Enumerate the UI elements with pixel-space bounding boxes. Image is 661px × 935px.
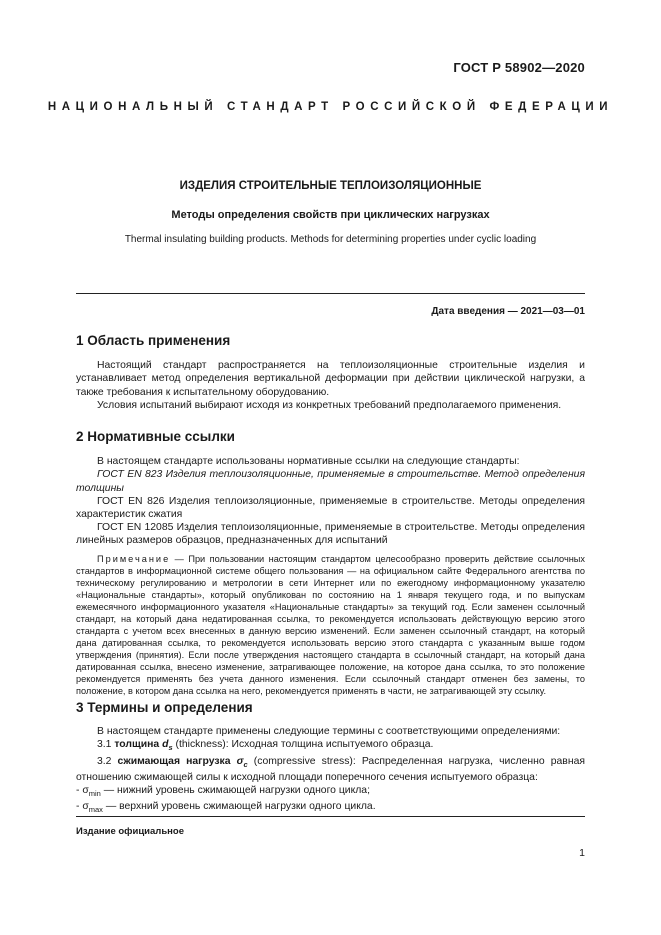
title-divider [76,293,585,294]
list-item [76,800,585,816]
list-item [76,784,585,800]
term-symbol: σ [236,755,244,767]
section-normative-references [76,429,585,697]
section-terms [76,700,585,817]
introduction-date: Дата введения — 2021—03—01 [431,306,585,317]
reference-item: ГОСТ EN 826 Изделия теплоизоляционные, применяемые в строительстве. Методы определения характеристик сжатия [76,495,585,520]
reference-item: ГОСТ EN 823 Изделия теплоизоляционные, применяемые в строительстве. Метод определения толщины [76,469,585,494]
list-item-subscript: max [88,805,103,815]
term-name: сжимающая нагрузка [117,755,231,767]
term-definition [76,755,585,784]
term-text: (thickness): Исходная толщина испытуемого образца. [172,739,434,751]
note [76,553,585,697]
term-symbol-subscript: c [243,759,248,769]
page-number: 1 [579,847,585,859]
list-item-symbol: - σ [76,801,89,813]
term-symbol-subscript: s [168,743,173,753]
section-scope [76,333,585,412]
list-item-text: — нижний уровень сжимающей нагрузки одного цикла; [100,785,370,797]
paragraph: В настоящем стандарте применены следующие термины с соответствующими определениями: [97,726,561,738]
list-item-text: — верхний уровень сжимающей нагрузки одного цикла. [102,801,376,813]
note-text: — При пользовании настоящим стандартом целесообразно проверить действие ссылочных стандартов в информационной системе общего пользования — на официальном сайте Федерального агентства по техническому регулированию и метрологии в сети Интернет или по ежегодному информационному указателю «Национальные стандарты», который опубликован по состоянию на 1 января текущего года, и по выпускам ежемесячного информационного указателя «Национальные стандарты» за текущий год. Если заменен ссылочный стандарт, на который дана недатированная ссылка, то рекомендуется использовать действующую версию этого стандарта с учетом всех внесенных в данную версию изменений. Если заменен ссылочный стандарт, на который дана датированная ссылка, то рекомендуется использовать версию этого стандарта с указанным выше годом утверждения (принятия). Если после утверждения настоящего стандарта в ссылочный стандарт, на который дана датированная ссылка, внесено изменение, затрагивающее положение, на которое дана ссылка, то это положение рекомендуется применять без учета данного изменения. Если ссылочный стандарт отменен без замены, то положение, в котором дана ссылка на него, рекомендуется применять в части, не затрагивающей эту ссылку. [76,553,585,696]
national-standard-banner: НАЦИОНАЛЬНЫЙ СТАНДАРТ РОССИЙСКОЙ ФЕДЕРАЦИИ [47,101,614,113]
section-heading: 2 Нормативные ссылки [76,429,235,444]
note-label: Примечание [97,553,171,564]
term-text: (compressive stress): Распределенная нагрузка, численно равная отношению сжимающей силы к исходной площади поперечного сечения испытуемого образца: [76,755,585,783]
document-title: ИЗДЕЛИЯ СТРОИТЕЛЬНЫЕ ТЕПЛОИЗОЛЯЦИОННЫЕ [179,180,482,192]
document-title-english: Thermal insulating building products. Methods for determining properties under cyclic loading [124,234,537,245]
standard-number: ГОСТ Р 58902—2020 [453,60,585,75]
paragraph: Условия испытаний выбирают исходя из конкретных требований предполагаемого применения. [97,399,562,411]
term-number: 3.2 [97,755,118,767]
reference-item: ГОСТ EN 12085 Изделия теплоизоляционные, применяемые в строительстве. Методы определения линейных размеров образцов, предназначенных для испытаний [76,522,585,547]
section-heading: 3 Термины и определения [76,700,253,715]
section-heading: 1 Область применения [76,333,231,348]
paragraph: Настоящий стандарт распространяется на теплоизоляционные строительные изделия и устанавливает метод определения вертикальной деформации при действии циклической нагрузки, а также требования к испытательному оборудованию. [76,360,585,398]
term-definition [76,738,585,754]
term-symbol: d [162,739,169,751]
list-item-subscript: min [88,789,101,799]
list-item-symbol: - σ [76,785,89,797]
edition-label: Издание официальное [76,826,184,837]
term-number: 3.1 [97,739,115,751]
document-subtitle: Методы определения свойств при циклических нагрузках [171,209,490,221]
term-name: толщина [114,739,160,751]
paragraph: В настоящем стандарте использованы нормативные ссылки на следующие стандарты: [97,456,520,468]
footer-divider [76,816,585,817]
